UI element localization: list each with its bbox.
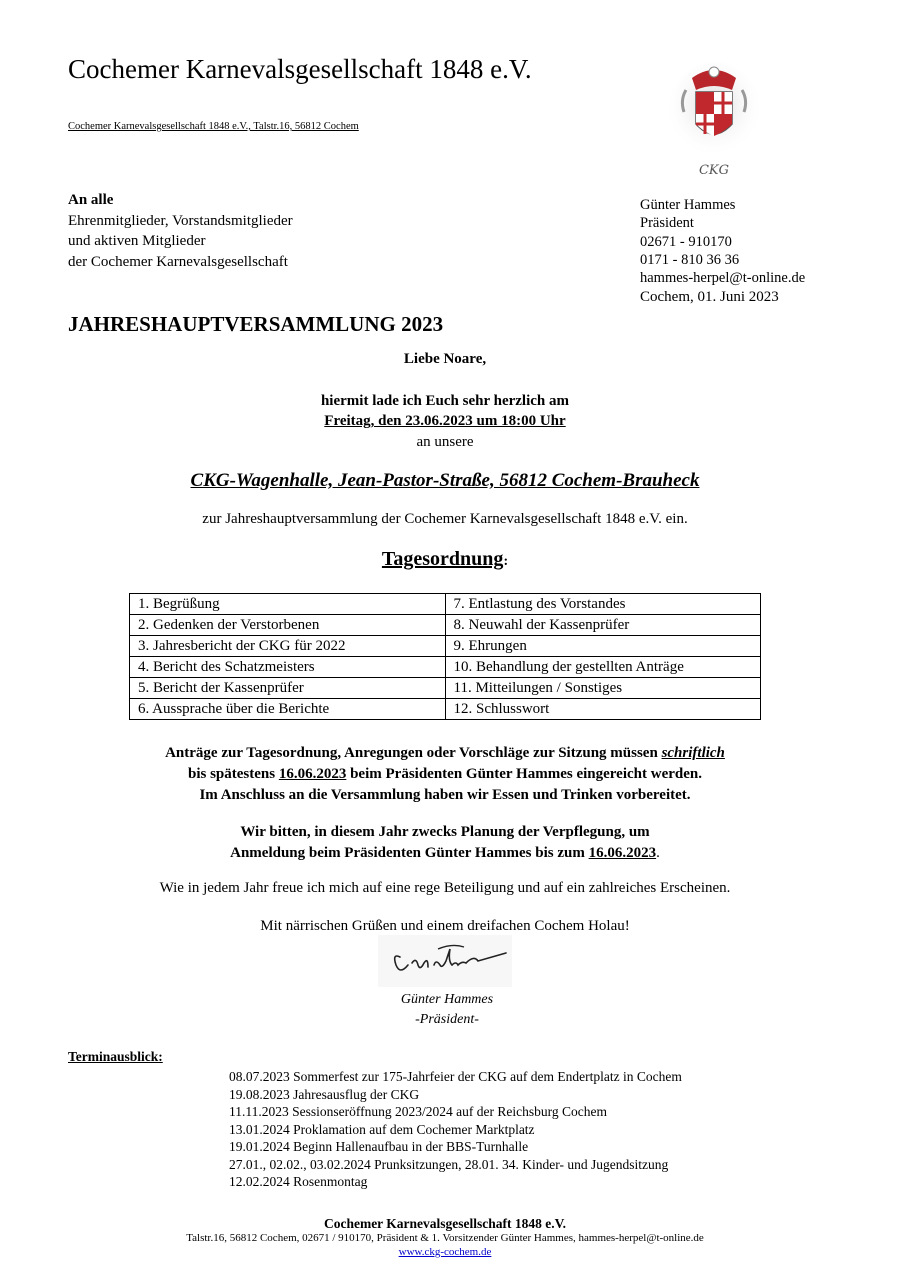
greeting: Liebe Noare, — [403, 351, 487, 367]
recipient-line: An alle — [68, 192, 114, 208]
list-item: 19.08.2023 Jahresausflug der CKG — [229, 1086, 420, 1102]
note-text: Anmeldung beim Präsidenten Günter Hammes bis zum — [230, 845, 589, 861]
note-text: beim Präsidenten Günter Hammes eingereicht werden. — [346, 766, 702, 782]
document-title: JAHRESHAUPTVERSAMMLUNG 2023 — [68, 312, 444, 336]
contact-mobile: 0171 - 810 36 36 — [640, 251, 740, 268]
note-text: Wir bitten, in diesem Jahr zwecks Planung der Verpflegung, um — [240, 824, 650, 840]
contact-email: hammes-herpel@t-online.de — [640, 270, 806, 287]
list-item: 11.11.2023 Sessionseröffnung 2023/2024 auf der Reichsburg Cochem — [229, 1104, 607, 1119]
contact-phone: 02671 - 910170 — [640, 233, 732, 250]
note-text: . — [656, 845, 660, 861]
agenda-item: 6. Aussprache über die Berichte — [130, 699, 446, 720]
greeting-closing: Mit närrischen Grüßen und einem dreifachen Cochem Holau! — [260, 918, 630, 934]
registration-note — [0, 822, 890, 864]
note-text: Anträge zur Tagesordnung, Anregungen oder Vorschläge zur Sitzung müssen — [165, 745, 662, 761]
agenda-item: 3. Jahresbericht der CKG für 2022 — [130, 636, 446, 657]
deadline-date: 16.06.2023 — [588, 845, 657, 861]
agenda-table — [129, 593, 761, 720]
table-row — [130, 699, 761, 720]
footer-address: Talstr.16, 56812 Cochem, 02671 / 910170, Präsident & 1. Vorsitzender Günter Hammes, hammes-herpel@t-online.de — [186, 1232, 704, 1244]
list-item: 13.01.2024 Proklamation auf dem Cochemer Marktplatz — [229, 1121, 535, 1137]
deadline-date: 16.06.2023 — [278, 766, 347, 782]
agenda-heading — [0, 548, 890, 571]
agenda-item: 1. Begrüßung — [130, 594, 446, 615]
invite-date: Freitag, den 23.06.2023 um 18:00 Uhr — [324, 413, 566, 429]
invite-line: an unsere — [416, 434, 474, 450]
signer-role: -Präsident- — [415, 1012, 479, 1027]
venue: CKG-Wagenhalle, Jean-Pastor-Straße, 56812 Cochem-Brauheck — [190, 470, 700, 491]
agenda-item: 10. Behandlung der gestellten Anträge — [445, 657, 761, 678]
recipient-block — [68, 190, 293, 272]
contact-role: Präsident — [640, 215, 694, 232]
recipient-line: der Cochemer Karnevalsgesellschaft — [68, 253, 288, 270]
note-emphasis: schriftlich — [661, 745, 725, 761]
agenda-item: 5. Bericht der Kassenprüfer — [130, 678, 446, 699]
signer-name: Günter Hammes — [400, 992, 494, 1007]
agenda-item: 8. Neuwahl der Kassenprüfer — [445, 615, 761, 636]
sender-address-line: Cochemer Karnevalsgesellschaft 1848 e.V., Talstr.16, 56812 Cochem — [68, 121, 359, 132]
agenda-item: 4. Bericht des Schatzmeisters — [130, 657, 446, 678]
list-item: 08.07.2023 Sommerfest zur 175-Jahrfeier der CKG auf dem Endertplatz in Cochem — [229, 1069, 682, 1084]
note-text: bis spätestens — [187, 766, 279, 782]
list-item: 27.01., 02.02., 03.02.2024 Prunksitzungen, 28.01. 34. Kinder- und Jugendsitzung — [229, 1156, 669, 1172]
contact-block — [640, 196, 805, 287]
table-row — [130, 615, 761, 636]
note-text: Im Anschluss an die Versammlung haben wir Essen und Trinken vorbereitet. — [199, 787, 691, 803]
invite-line: hiermit lade ich Euch sehr herzlich am — [320, 393, 570, 409]
organization-title: Cochemer Karnevalsgesellschaft 1848 e.V. — [68, 54, 532, 84]
purpose-line: zur Jahreshauptversammlung der Cochemer Karnevalsgesellschaft 1848 e.V. ein. — [202, 511, 688, 527]
closing-line: Wie in jedem Jahr freue ich mich auf eine rege Beteiligung und auf ein zahlreiches Erscheinen. — [159, 880, 731, 896]
logo-text: CKG — [698, 163, 730, 178]
footer-org: Cochemer Karnevalsgesellschaft 1848 e.V. — [323, 1216, 567, 1231]
recipient-line: Ehrenmitglieder, Vorstandsmitglieder — [68, 212, 293, 229]
recipient-line: und aktiven Mitglieder — [68, 233, 206, 249]
agenda-item: 11. Mitteilungen / Sonstiges — [445, 678, 761, 699]
table-row — [130, 657, 761, 678]
table-row — [130, 594, 761, 615]
agenda-item: 9. Ehrungen — [445, 636, 761, 657]
footer-website-link[interactable]: www.ckg-cochem.de — [398, 1246, 492, 1258]
ckg-logo — [668, 60, 760, 182]
agenda-item: 2. Gedenken der Verstorbenen — [130, 615, 446, 636]
list-item: 19.01.2024 Beginn Hallenaufbau in der BBS-Turnhalle — [229, 1139, 529, 1154]
outlook-heading: Terminausblick: — [68, 1049, 163, 1064]
handwritten-signature — [378, 935, 512, 987]
agenda-item: 12. Schlusswort — [445, 699, 761, 720]
date-line: Cochem, 01. Juni 2023 — [640, 289, 779, 305]
outlook-list — [229, 1068, 682, 1191]
table-row — [130, 678, 761, 699]
agenda-heading-text: Tagesordnung — [381, 548, 504, 570]
table-row — [130, 636, 761, 657]
agenda-item: 7. Entlastung des Vorstandes — [445, 594, 761, 615]
agenda-heading-suffix: : — [503, 554, 509, 569]
submission-note — [0, 743, 890, 806]
list-item: 12.02.2024 Rosenmontag — [229, 1174, 368, 1189]
contact-name: Günter Hammes — [640, 197, 736, 213]
signature-block — [352, 990, 542, 1030]
